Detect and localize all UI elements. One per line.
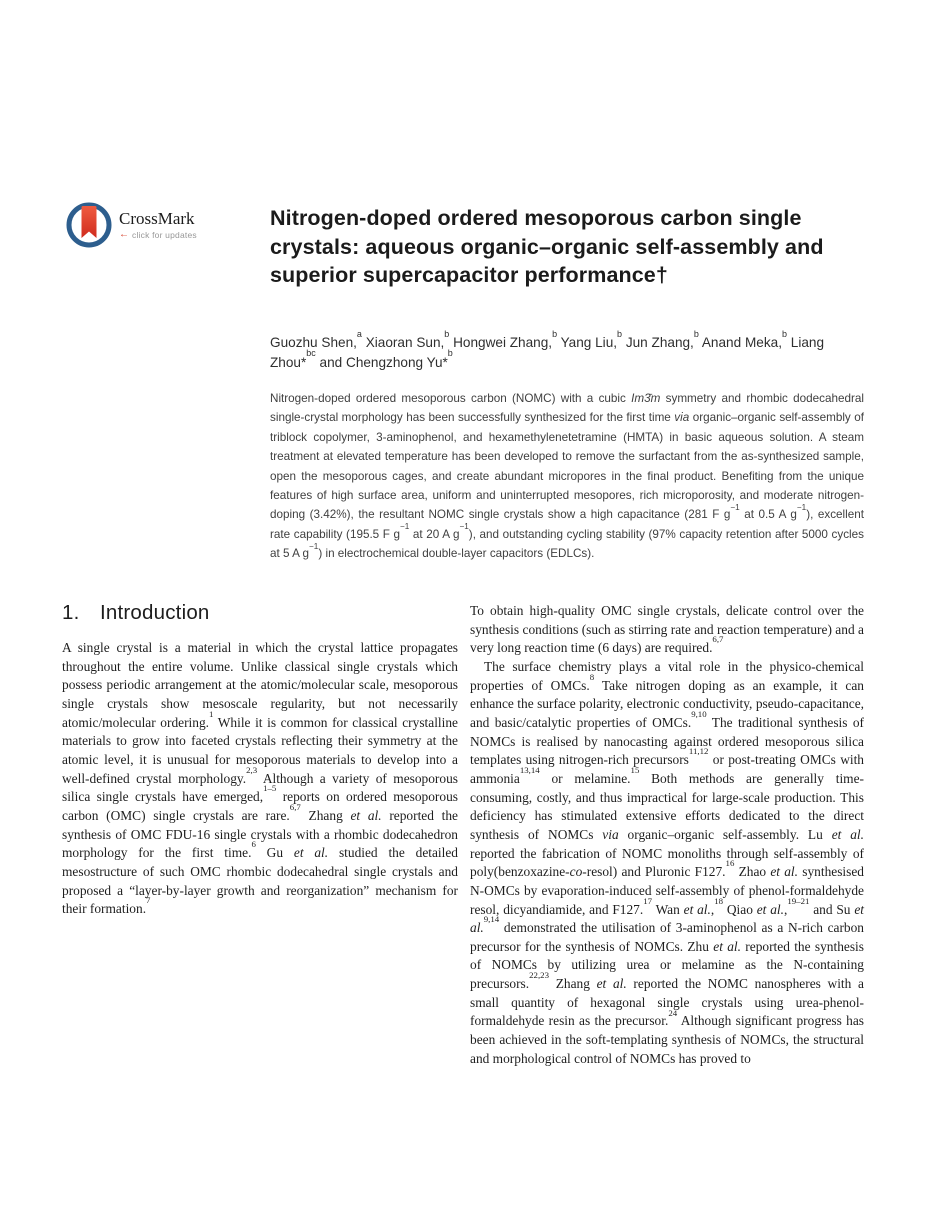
section-heading-introduction — [62, 601, 210, 625]
author-list: Guozhu Shen,$^a$ Xiaoran Sun,$^b$ Hongwei Zhang,$^b$ Yang Liu,$^b$ Jun Zhang,$^b$ Anand Meka,$^b$ Liang Zhou*$^{bc}$ and Chengzhong Yu*$^b$ — [270, 328, 825, 370]
abstract-text: Nitrogen-doped ordered mesoporous carbon (NOMC) with a cubic Im3̄m symmetry and rhombic dodecahedral single-crystal morphology has been successfully synthesized for the first time via organic–organic self-assembly of triblock copolymer, 3-aminophenol, and hexamethylenetetramine (HMTA) in basic aqueous solution. A steam treatment at elevated temperature has been developed to remove the surfactant from the as-synthesized sample, open the mesoporous cages, and create abundant micropores in the final product. Benefiting from the unique features of high surface area, uniform and uninterrupted mesopores, rich microporosity, and moderate nitrogen-doping (3.42%), the resultant NOMC single crystals show a high capacitance (281 F $g^{-1}$ at 0.5 A $g^{-1}$), excellent rate capability (195.5 F $g^{-1}$ at 20 A $g^{-1}$), and outstanding cycling stability (97% capacity retention after 5000 cycles at 5 A $g^{-1}$) in electrochemical double-layer capacitors (EDLCs). — [270, 392, 865, 561]
page-title: Nitrogen-doped ordered mesoporous carbon single crystals: aqueous organic–organic self-assembly and superior supercapacitor performance† — [270, 206, 824, 287]
crossmark-arrow-icon: ← — [119, 229, 129, 240]
crossmark-logo-icon — [66, 202, 112, 248]
column-left — [62, 639, 458, 919]
section-number: 1. — [62, 601, 80, 624]
crossmark-name: CrossMark — [119, 209, 195, 228]
crossmark-badge[interactable] — [66, 202, 197, 248]
intro-paragraph-right-1: To obtain high-quality OMC single crystals, delicate control over the synthesis conditions (such as stirring rate and reaction temperature) and a very long reaction time (6 days) are required.$^{6,7}$ — [470, 603, 864, 656]
intro-paragraph-right-2: The surface chemistry plays a vital role in the physico-chemical properties of OMCs.$^8$ Take nitrogen doping as an example, it can enhance the surface polarity, electronic conductivity, pseudo-capacitance, and basic/catalytic properties of OMCs.$^{9,10}$ The traditional synthesis of NOMCs is realised by nanocasting against ordered mesoporous silica templates using nitrogen-rich precursors$^{11,12}$ or post-treating OMCs with ammonia$^{13,14}$ or melamine.$^{15}$ Both methods are generally time-consuming, costly, and thus impractical for large-scale production. This deficiency has stimulated extensive efforts dedicated to the direct synthesis of NOMCs via organic–organic self-assembly. Lu et al. reported the fabrication of NOMC monoliths through self-assembly of poly(benzoxazine-co-resol) and Pluronic F127.16 Zhao et al. synthesised N-OMCs by evaporation-induced self-assembly of phenol-formaldehyde resol, dicyandiamide, and F127.17 Wan et al.,$^{18}$ Qiao et al.,$^{19-21}$ and Su et al.$^{9,14}$ demonstrated the utilisation of 3-aminophenol as a N-rich carbon precursor for the synthesis of NOMCs. Zhu et al. reported the synthesis of NOMCs by utilizing urea or melamine as the N-containing precursors.$^{22,23}$ Zhang et al. reported the NOMC nanospheres with a small quantity of hexagonal single crystals using urea-phenol-formaldehyde resin as the precursor.$^{24}$ Although significant progress has been achieved in the soft-templating synthesis of NOMCs, the structural and morphological control of NOMCs has proved to — [470, 658, 865, 1066]
crossmark-tagline: click for updates — [132, 230, 197, 240]
intro-paragraph-left: A single crystal is a material in which the crystal lattice propagates throughout the entire volume. Unlike classical single crystals which possess periodic arrangement at the atomic/molecular scale, mesoporous single crystals show mesoscale regularity, but not necessarily atomic/molecular ordering.$^1$ While it is common for classical crystalline materials to grow into faceted crystals reflecting their symmetry at the atomic level, it is unusual for mesoporous materials to develop into a well-defined crystal morphology.$^{2,3}$ Although a variety of mesoporous silica single crystals have emerged,$^{1-5}$ reports on ordered mesoporous carbon (OMC) single crystals are rare.$^{6,7}$ Zhang et al. reported the synthesis of OMC FDU-16 single crystals with a rhombic dodecahedron morphology for the first time.$^6$ Gu et al. studied the detailed mesostructure of such OMC rhombic dodecahedral single crystals and proposed a “layer-by-layer growth and reorganization” mechanism for their formation.$^7$ — [62, 640, 459, 917]
section-title: Introduction — [100, 601, 210, 624]
column-right — [470, 602, 864, 1068]
crossmark-text — [119, 202, 197, 240]
